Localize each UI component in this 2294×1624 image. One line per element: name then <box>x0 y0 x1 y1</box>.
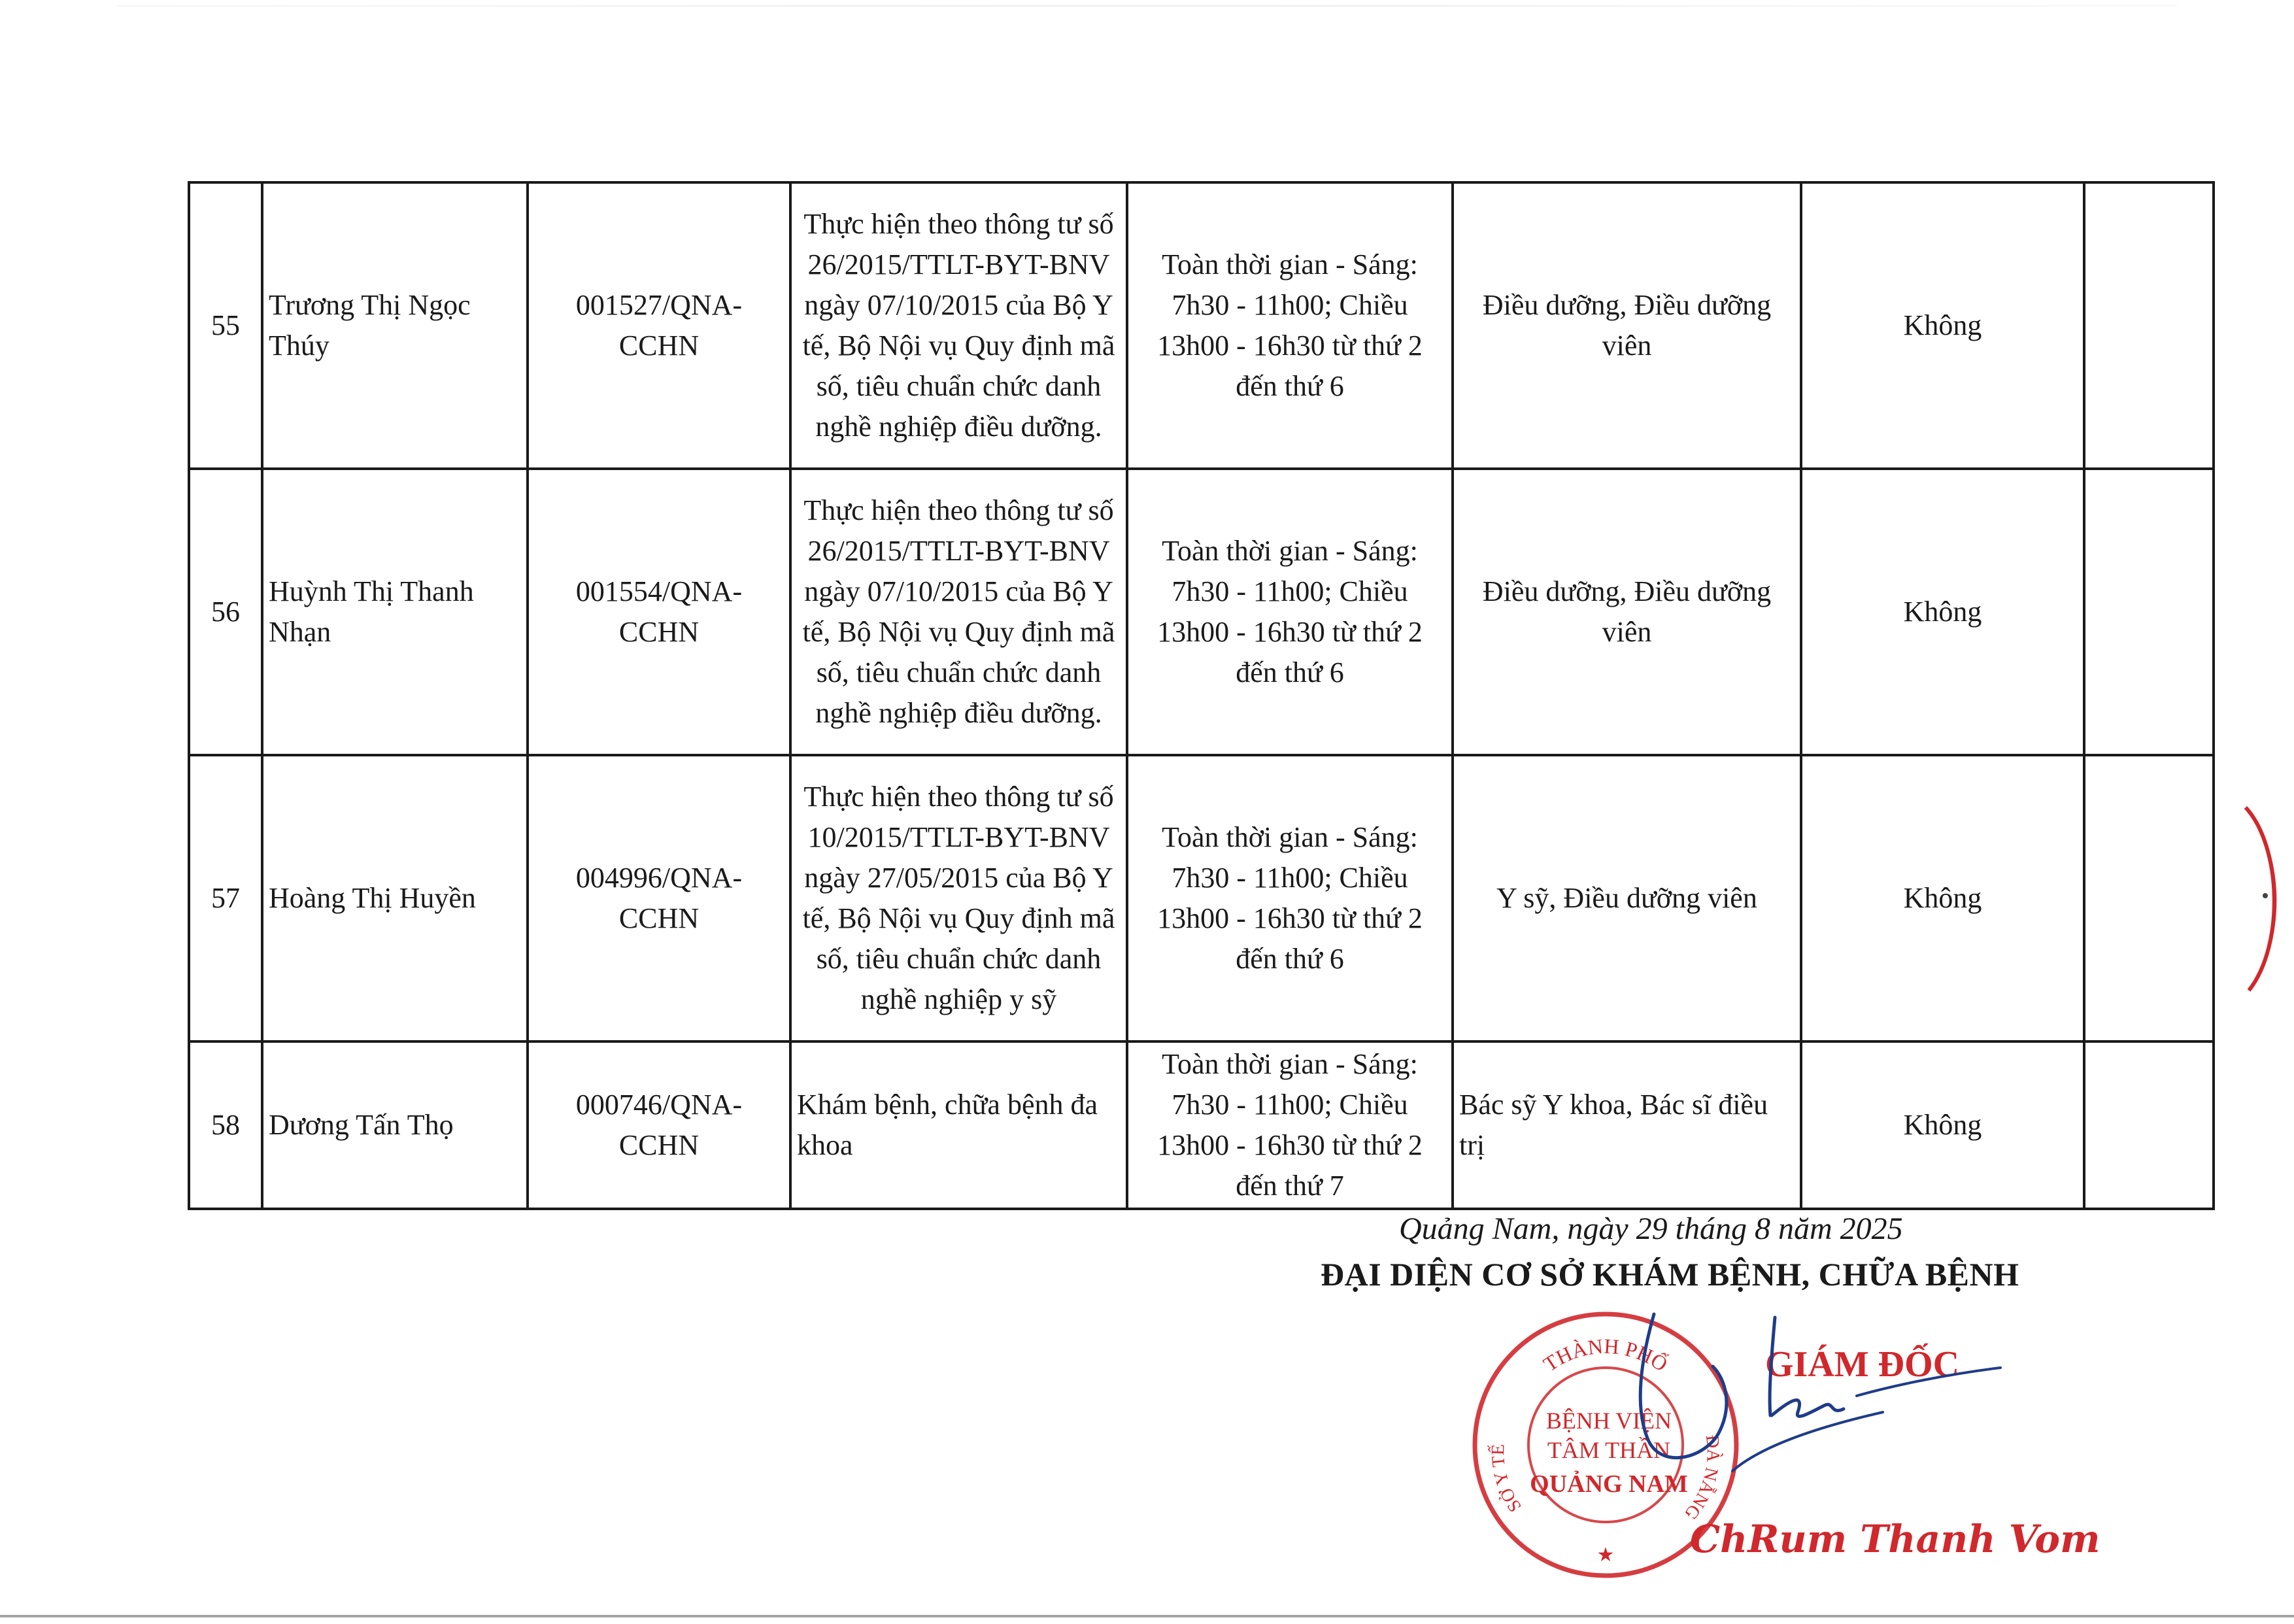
table-body <box>189 182 2214 1209</box>
other-registration: Không <box>1801 182 2084 469</box>
other-registration: Không <box>1801 469 2084 755</box>
certificate-number <box>528 1041 790 1209</box>
certificate-number <box>528 182 790 469</box>
note-cell <box>2084 755 2214 1041</box>
edge-seal-fragment <box>2236 801 2288 997</box>
practice-scope: Khám bệnh, chữa bệnh đa khoa <box>790 1041 1127 1209</box>
row-number: 56 <box>189 469 262 755</box>
seal-top-arc: THÀNH PHỐ <box>1539 1334 1672 1376</box>
seal-right-arc: ĐÀ NẴNG <box>1680 1434 1724 1524</box>
certificate-number <box>528 469 790 755</box>
signer-name: ChRum Thanh Vom <box>1690 1517 2100 1561</box>
scan-artifact-top <box>118 5 2177 7</box>
certificate-text: 001554/QNA- CCHN <box>575 575 743 648</box>
working-time: Toàn thời gian - Sáng: 7h30 - 11h00; Chiều 13h00 - 16h30 từ thứ 2 đến thứ 6 <box>1127 182 1453 469</box>
staff-name: Dương Tấn Thọ <box>262 1041 528 1209</box>
job-position: Bác sỹ Y khoa, Bác sĩ điều trị <box>1453 1041 1801 1209</box>
row-number: 58 <box>189 1041 262 1209</box>
other-registration: Không <box>1801 1041 2084 1209</box>
note-cell <box>2084 469 2214 755</box>
table-row <box>189 469 2214 755</box>
job-position: Điều dưỡng, Điều dưỡng viên <box>1453 182 1801 469</box>
working-time: Toàn thời gian - Sáng: 7h30 - 11h00; Chiều 13h00 - 16h30 từ thứ 2 đến thứ 6 <box>1127 755 1453 1041</box>
row-number: 57 <box>189 755 262 1041</box>
working-time: Toàn thời gian - Sáng: 7h30 - 11h00; Chiều 13h00 - 16h30 từ thứ 2 đến thứ 7 <box>1127 1041 1453 1209</box>
seal-line-2: TÂM THẦN <box>1547 1437 1671 1463</box>
practice-scope: Thực hiện theo thông tư số 10/2015/TTLT-BYT-BNV ngày 27/05/2015 của Bộ Y tế, Bộ Nội vụ Quy định mã số, tiêu chuẩn chức danh nghề nghiệp y sỹ <box>790 755 1127 1041</box>
organization-representative: ĐẠI DIỆN CƠ SỞ KHÁM BỆNH, CHỮA BỆNH <box>1321 1256 2019 1293</box>
scan-artifact-bottom <box>0 1615 2294 1617</box>
practice-scope: Thực hiện theo thông tư số 26/2015/TTLT-BYT-BNV ngày 07/10/2015 của Bộ Y tế, Bộ Nội vụ Quy định mã số, tiêu chuẩn chức danh nghề nghiệp điều dưỡng. <box>790 182 1127 469</box>
job-position: Y sỹ, Điều dưỡng viên <box>1453 755 1801 1041</box>
certificate-number <box>528 755 790 1041</box>
staff-table <box>188 181 2215 1210</box>
working-time: Toàn thời gian - Sáng: 7h30 - 11h00; Chiều 13h00 - 16h30 từ thứ 2 đến thứ 6 <box>1127 469 1453 755</box>
table-row <box>189 182 2214 469</box>
certificate-text: 004996/QNA- CCHN <box>575 862 743 934</box>
job-position: Điều dưỡng, Điều dưỡng viên <box>1453 469 1801 755</box>
certificate-text: 000746/QNA- CCHN <box>575 1089 743 1161</box>
note-cell <box>2084 182 2214 469</box>
handwritten-signature <box>1608 1308 2027 1530</box>
table-row <box>189 755 2214 1041</box>
staff-name: Hoàng Thị Huyền <box>262 755 528 1041</box>
signer-title: GIÁM ĐỐC <box>1765 1344 1960 1385</box>
place-date-line: Quảng Nam, ngày 29 tháng 8 năm 2025 <box>1399 1211 1903 1246</box>
staff-name: Huỳnh Thị Thanh Nhạn <box>262 469 528 755</box>
table-row <box>189 1041 2214 1209</box>
certificate-text: 001527/QNA- CCHN <box>575 289 743 362</box>
seal-line-1: BỆNH VIỆN <box>1545 1408 1672 1434</box>
seal-star-icon: ★ <box>1596 1544 1615 1566</box>
other-registration: Không <box>1801 755 2084 1041</box>
note-cell <box>2084 1041 2214 1209</box>
practice-scope: Thực hiện theo thông tư số 26/2015/TTLT-BYT-BNV ngày 07/10/2015 của Bộ Y tế, Bộ Nội vụ Quy định mã số, tiêu chuẩn chức danh nghề nghiệp điều dưỡng. <box>790 469 1127 755</box>
staff-name: Trương Thị Ngọc Thúy <box>262 182 528 469</box>
seal-line-3: QUẢNG NAM <box>1530 1470 1688 1498</box>
seal-left-arc: SỞ Y TẾ <box>1488 1444 1526 1516</box>
row-number: 55 <box>189 182 262 469</box>
